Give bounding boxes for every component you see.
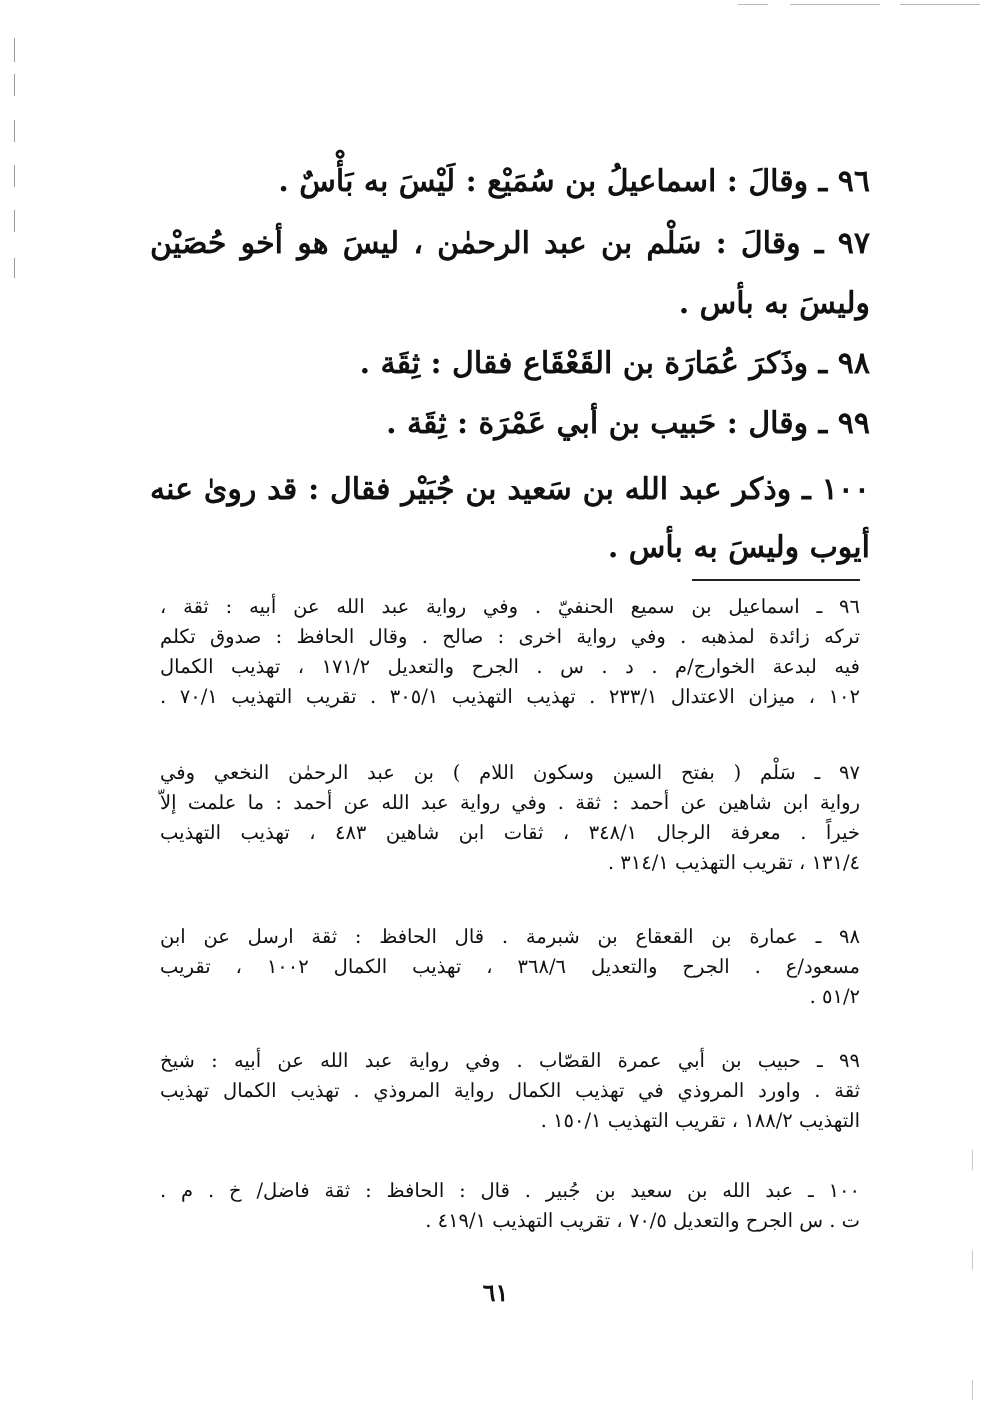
- main-entry-97-line-1: ٩٧ ـ وقالَ : سَلْم بن عبد الرحمٰن ، ليسَ هو أخو حُصَيْن: [150, 226, 870, 261]
- footnote-line: التهذيب ١٨٨/٢ ، تقريب التهذيب ١٥٠/١ .: [540, 1109, 860, 1132]
- left-margin-mark: [14, 38, 15, 62]
- right-margin-mark: [972, 1250, 973, 1270]
- left-margin-mark: [14, 258, 15, 278]
- footnote-line: تركه زائدة لمذهبه . وفي رواية اخرى : صالح . وقال الحافظ : صدوق تكلم: [160, 625, 860, 648]
- footnote-line: ٩٦ ـ اسماعيل بن سميع الحنفيّ . وفي رواية عبد الله عن أبيه : ثقة ،: [160, 595, 860, 618]
- footnote-100: [160, 1176, 860, 1236]
- footnote-line: ٥١/٢ .: [809, 985, 860, 1008]
- main-entry-97-line-2: وليسَ به بأس .: [678, 286, 870, 321]
- footnote-line: ٩٧ ـ سَلْم ( بفتح السين وسكون اللام ) بن عبد الرحمٰن النخعي وفي: [160, 761, 860, 784]
- footnote-line: ١٠٢ ، ميزان الاعتدال ٢٣٣/١ . تهذيب التهذيب ٣٠٥/١ . تقريب التهذيب ٧٠/١ .: [160, 685, 860, 708]
- footnote-97: [160, 758, 860, 878]
- main-entry-98-line-1: ٩٨ ـ وذَكرَ عُمَارَة بن القَعْقَاع فقال : ثِقَة .: [359, 346, 870, 381]
- footnote-line: ١٠٠ ـ عبد الله بن سعيد بن جُبير . قال : الحافظ : ثقة فاضل/ خ . م .: [160, 1179, 860, 1202]
- footnote-line: رواية ابن شاهين عن أحمد : ثقة . وفي رواية عبد الله عن أحمد : ما علمت إلاّ: [160, 791, 860, 814]
- top-edge-mark: [900, 4, 980, 5]
- main-entry-100-line-1: ١٠٠ ـ وذكر عبد الله بن سَعيد بن جُبَيْر فقال : قد روىٰ عنه: [150, 472, 870, 507]
- right-margin-mark: [972, 1150, 973, 1170]
- left-margin-mark: [14, 120, 15, 142]
- left-margin-mark: [14, 165, 15, 187]
- footnote-line: ٩٩ ـ حبيب بن أبي عمرة القصّاب . وفي رواية عبد الله عن أبيه : شيخ: [160, 1049, 860, 1072]
- top-edge-mark: [790, 4, 880, 5]
- page-number: ٦١: [482, 1278, 509, 1307]
- main-entry-100-line-2: أيوب وليسَ به بأس .: [607, 530, 870, 565]
- footnote-line: مسعود/ع . الجرح والتعديل ٣٦٨/٦ ، تهذيب الكمال ١٠٠٢ ، تقريب: [160, 955, 860, 978]
- left-margin-mark: [14, 210, 15, 232]
- footnote-line: فيه لبدعة الخوارج/م . د . س . الجرح والتعديل ١٧١/٢ ، تهذيب الكمال: [160, 655, 860, 678]
- footnote-line: ثقة . واورد المروذي في تهذيب الكمال رواية المروذي . تهذيب الكمال تهذيب: [160, 1079, 860, 1102]
- footnote-separator: [692, 579, 860, 581]
- footnote-96: [160, 592, 860, 712]
- main-entry-96-line-1: ٩٦ ـ وقالَ : اسماعيلُ بن سُمَيْع : لَيْسَ به بَأْسٌ .: [278, 164, 870, 199]
- footnote-line: ت . س الجرح والتعديل ٧٠/٥ ، تقريب التهذيب ٤١٩/١ .: [425, 1209, 860, 1232]
- footnote-line: ١٣١/٤ ، تقريب التهذيب ٣١٤/١ .: [607, 851, 860, 874]
- footnote-line: خيراً . معرفة الرجال ٣٤٨/١ ، ثقات ابن شاهين ٤٨٣ ، تهذيب التهذيب: [160, 821, 860, 844]
- footnote-98: [160, 922, 860, 1012]
- top-edge-mark: [738, 4, 768, 5]
- main-entry-99-line-1: ٩٩ ـ وقال : حَبيب بن أبي عَمْرَة : ثِقَة .: [386, 406, 870, 441]
- footnote-line: ٩٨ ـ عمارة بن القعقاع بن شبرمة . قال الحافظ : ثقة ارسل عن ابن: [160, 925, 860, 948]
- left-margin-mark: [14, 74, 15, 96]
- right-margin-mark: [972, 1380, 973, 1400]
- footnote-99: [160, 1046, 860, 1136]
